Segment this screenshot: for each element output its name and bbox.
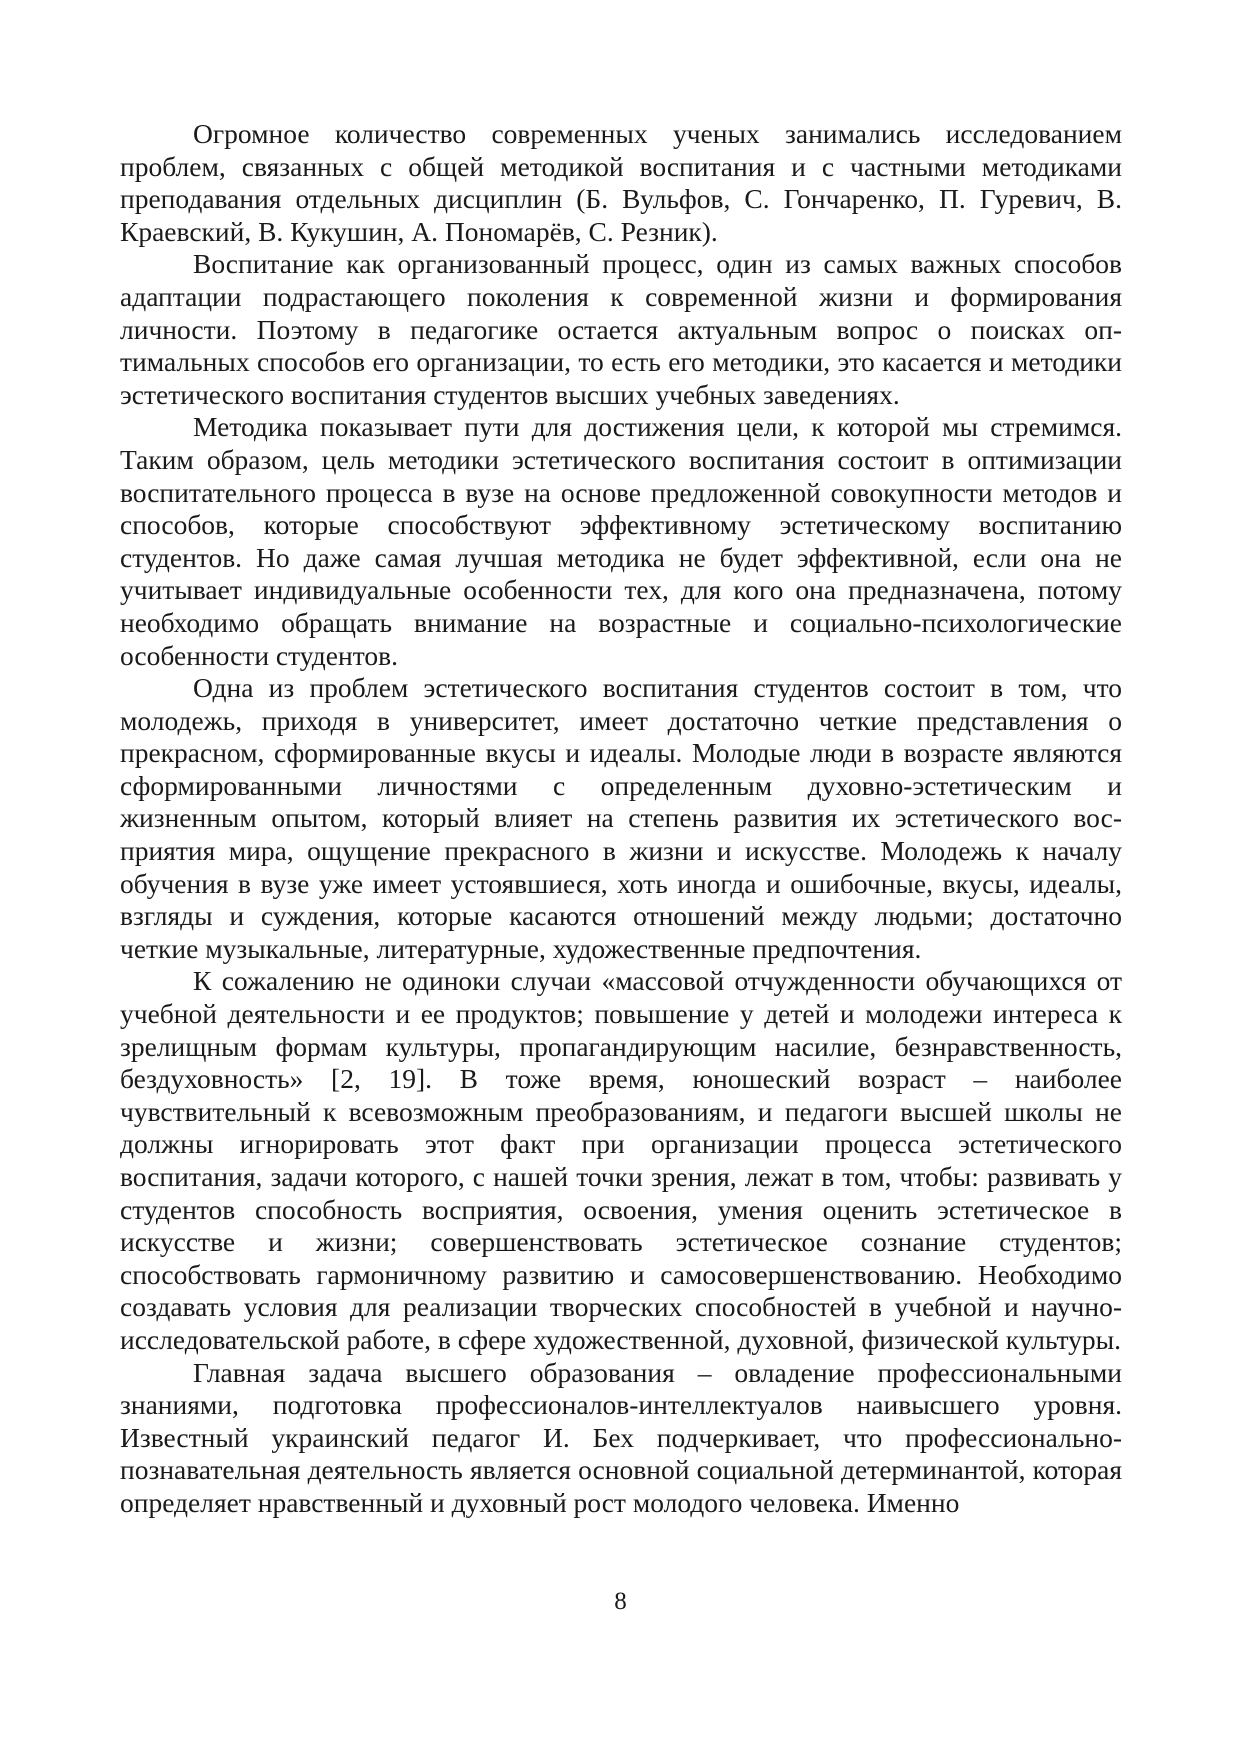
paragraph-2: Воспитание как организованный процесс, один из самых важных способов адаптации подрастающего поколения к современной жизни и формирования личности. Поэтому в педагогике остается актуальным вопрос о поисках оптимальных способов его организации, то есть его методики, это касается и методики эстетического воспитания студентов высших учебных заведениях. bbox=[120, 248, 1122, 410]
paragraph-3: Методика показывает пути для достижения цели, к которой мы стремимся. Таким образом, цель методики эстетического воспитания состоит в оптимизации воспитательного процесса в вузе на основе предложенной совокупности методов и способов, которые способствуют эффективному эстетическому воспитанию студентов. Но даже самая лучшая методика не будет эффективной, если она не учитывает индивидуальные особенности тех, для кого она предназначена, потому необходимо обращать внимание на возрастные и социально-психологические особенности студентов. bbox=[120, 411, 1122, 671]
paragraph-6: Главная задача высшего образования – овладение профессиональными знаниями, подготовка профессионалов-интеллектуалов наивысшего уровня. Известный украинский педагог И. Бех подчеркивает, что профессионально-познавательная деятельность является основной социальной детерминантой, которая определяет нравственный и духовный рост молодого человека. Именно bbox=[120, 1356, 1122, 1518]
paragraph-5: К сожалению не одиноки случаи «массовой отчужденности обучающихся от учебной деятельности и ее продуктов; повышение у детей и молодежи интереса к зрелищным формам культуры, пропагандирующим насилие, безнравственность, бездуховность» [2, 19]. В тоже время, юношеский возраст – наиболее чувствительный к всевозможным преобразованиям, и педагоги высшей школы не должны игнорировать этот факт при организации процесса эстетического воспитания, задачи которого, с нашей точки зрения, лежат в том, чтобы: развивать у студентов способность восприятия, освоения, умения оценить эстетическое в искусстве и жизни; совершенствовать эстетическое сознание студентов; способствовать гармоничному развитию и самосовершенствованию. Необходимо создавать условия для реализации творческих способностей в учебной и научно-исследовательской работе, в сфере художественной, духовной, физической культуры. bbox=[120, 965, 1122, 1355]
page-number: 8 bbox=[614, 1588, 627, 1615]
paragraph-1: Огромное количество современных ученых занимались исследованием проблем, связанных с общей методикой воспитания и с частными методиками преподавания отдельных дисциплин (Б. Вульфов, С. Гончаренко, П. Гуревич, В. Краевский, В. Кукушин, А. Пономарёв, С. Резник). bbox=[120, 118, 1122, 247]
paragraph-4: Одна из проблем эстетического воспитания студентов состоит в том, что молодежь, приходя в университет, имеет достаточно четкие представления о прекрасном, сформированные вкусы и идеалы. Молодые люди в возрасте являются сформированными личностями с определенным духовно-эстетическим и жизненным опытом, который влияет на степень развития их эстетического восприятия мира, ощущение прекрасного в жизни и искусстве. Молодежь к началу обучения в вузе уже имеет устоявшиеся, хоть иногда и ошибочные, вкусы, идеалы, взгляды и суждения, которые касаются отношений между людьми; достаточно четкие музыкальные, литературные, художественные предпочтения. bbox=[120, 672, 1122, 964]
body-text bbox=[120, 118, 1122, 1520]
